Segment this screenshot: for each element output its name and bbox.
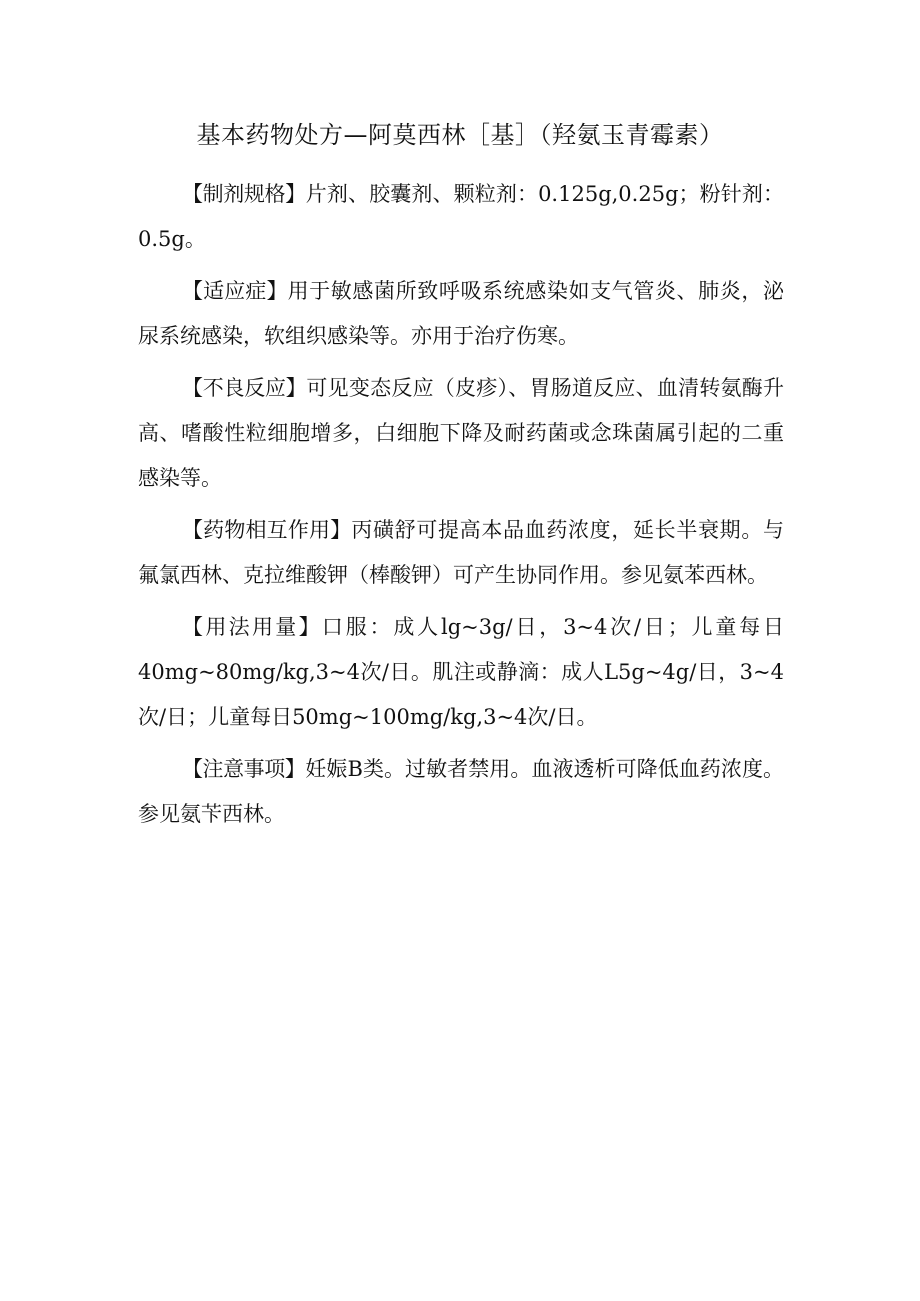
section-heading: 【用法用量】 xyxy=(182,615,322,639)
section-drug-interactions xyxy=(138,508,784,598)
section-text: 丙磺舒可提高本品血药浓度，延长半衰期。与氟氯西林、克拉维酸钾（棒酸钾）可产生协同作用。参见氨苯西林。 xyxy=(138,518,785,587)
section-precautions xyxy=(138,747,784,837)
section-heading: 【不良反应】 xyxy=(182,376,307,400)
section-text: 可见变态反应（皮疹）、胃肠道反应、血清转氨酶升高、嗜酸性粒细胞增多，白细胞下降及耐药菌或念珠菌属引起的二重感染等。 xyxy=(138,376,785,490)
section-adverse-reactions xyxy=(138,366,784,501)
section-formulation xyxy=(138,172,784,262)
section-heading: 【适应症】 xyxy=(182,279,288,303)
section-text: 用于敏感菌所致呼吸系统感染如支气管炎、肺炎，泌尿系统感染，软组织感染等。亦用于治疗伤寒。 xyxy=(138,279,785,348)
section-text: 口服：成人lg~3g/日，3~4次/日；儿童每日40mg~80mg/kg,3~4次/日。肌注或静滴：成人L5g~4g/日，3~4次/日；儿童每日50mg~100mg/kg,3~4次/日。 xyxy=(138,615,784,729)
section-text: 妊娠B类。过敏者禁用。血液透析可降低血药浓度。参见氨苄西林。 xyxy=(138,757,785,826)
section-text: 片剂、胶囊剂、颗粒剂：0.125g,0.25g；粉针剂：0.5g。 xyxy=(138,182,785,251)
section-heading: 【注意事项】 xyxy=(182,757,306,781)
section-heading: 【药物相互作用】 xyxy=(182,518,352,542)
document-title: 基本药物处方—阿莫西林［基］（羟氨玉青霉素） xyxy=(196,121,724,149)
document-body xyxy=(138,172,784,844)
section-dosage xyxy=(138,605,784,740)
section-heading: 【制剂规格】 xyxy=(182,182,306,206)
section-indications xyxy=(138,269,784,359)
